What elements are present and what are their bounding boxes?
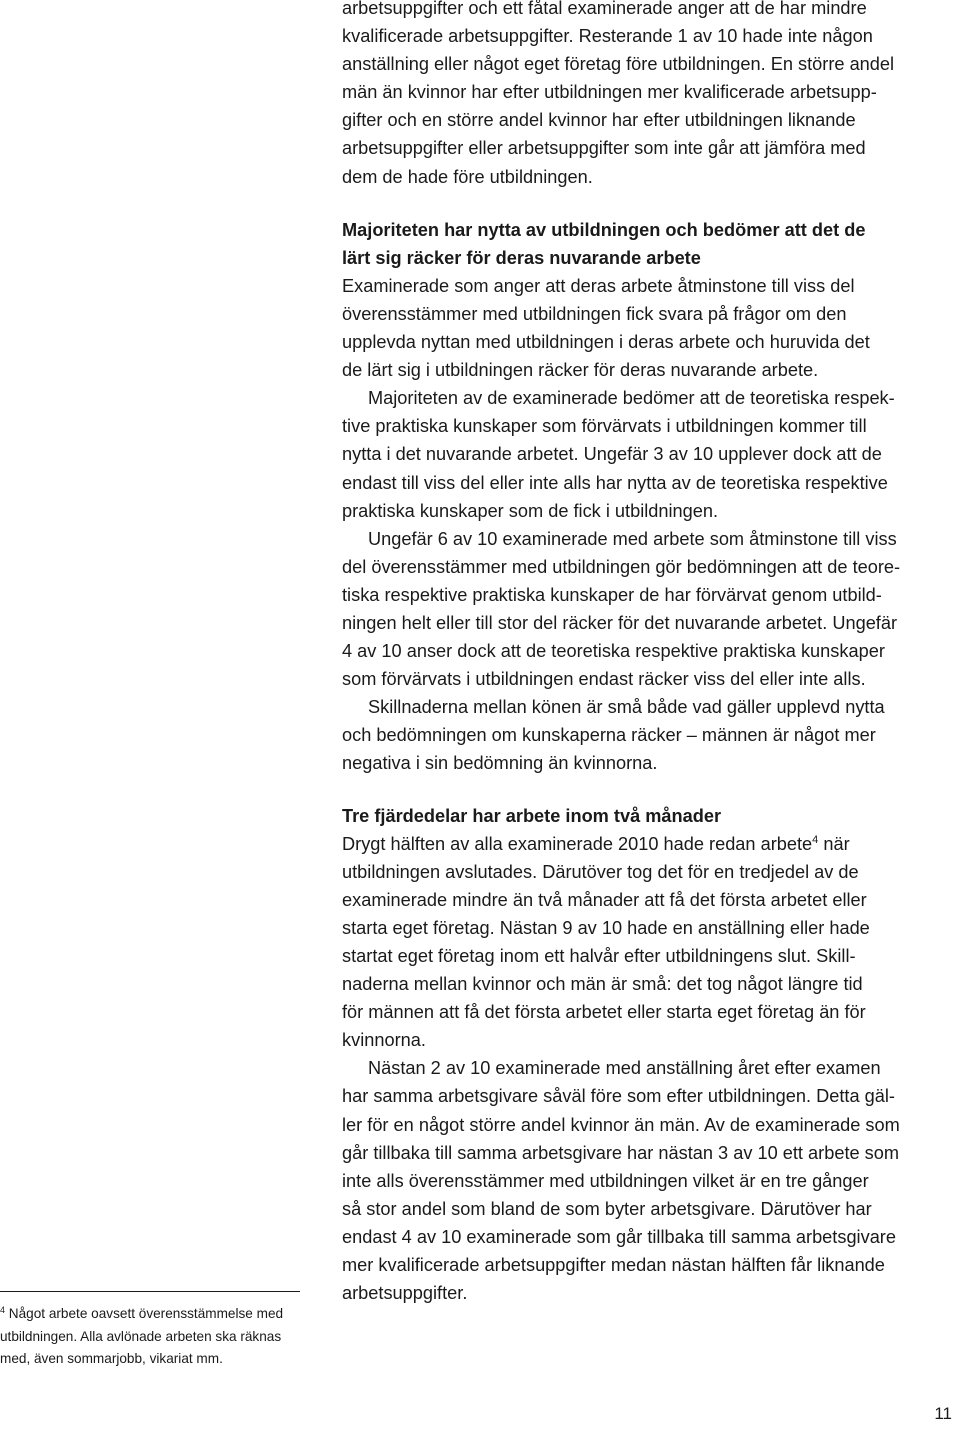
paragraph-employment-2 bbox=[342, 1054, 954, 1307]
text-line: startat eget företag inom ett halvår efter utbildningens slut. Skill- bbox=[342, 946, 856, 966]
text-line: arbetsuppgifter och ett fåtal examinerade anger att de har mindre bbox=[342, 0, 867, 18]
text-line: dem de hade före utbildningen. bbox=[342, 166, 593, 187]
text-line: upplevda nyttan med utbildningen i deras arbete och huruvida det bbox=[342, 332, 870, 353]
footnote-text bbox=[0, 1303, 300, 1371]
page-number: 11 bbox=[934, 1404, 952, 1423]
text-line: negativa i sin bedömning än kvinnorna. bbox=[342, 753, 658, 774]
footnote-line: utbildningen. Alla avlönade arbeten ska räknas bbox=[0, 1328, 282, 1344]
section-heading-employment: Tre fjärdedelar har arbete inom två månader bbox=[342, 805, 722, 826]
text-line: naderna mellan kvinnor och män är små: det tog något längre tid bbox=[342, 974, 863, 995]
text-line: Ungefär 6 av 10 examinerade med arbete som åtminstone till viss bbox=[368, 528, 897, 549]
paragraph-employment-1-first-line bbox=[342, 830, 954, 858]
text-span: när bbox=[818, 833, 850, 854]
text-line: anställning eller något eget företag före utbildningen. En större andel bbox=[342, 54, 895, 75]
footnote-area bbox=[0, 1291, 300, 1371]
text-line: för männen att få det första arbetet eller starta eget företag än för bbox=[342, 1002, 866, 1023]
paragraph-usefulness-3 bbox=[342, 525, 954, 694]
section-heading-usefulness bbox=[342, 216, 954, 272]
paragraph-usefulness-1 bbox=[342, 272, 954, 384]
text-line: som förvärvats i utbildningen endast räcker viss del eller inte alls. bbox=[342, 669, 866, 690]
text-line: 4 av 10 anser dock att de teoretiska respektive praktiska kunskaper bbox=[342, 641, 885, 662]
text-line: ningen helt eller till stor del räcker för det nuvarande arbetet. Ungefär bbox=[342, 612, 898, 633]
text-line: ler för en något större andel kvinnor än män. Av de examinerade som bbox=[342, 1114, 900, 1135]
text-line: de lärt sig i utbildningen räcker för deras nuvarande arbete. bbox=[342, 360, 819, 381]
text-line: examinerade mindre än två månader att få det första arbetet eller bbox=[342, 889, 867, 910]
text-line: kvalificerade arbetsuppgifter. Resterande 1 av 10 hade inte någon bbox=[342, 26, 873, 47]
section-usefulness bbox=[342, 216, 954, 778]
text-line: tive praktiska kunskaper som förvärvats i utbildningen kommer till bbox=[342, 416, 867, 437]
text-line: utbildningen avslutades. Därutöver tog det för en tredjedel av de bbox=[342, 861, 859, 882]
text-line: arbetsuppgifter. bbox=[342, 1283, 468, 1304]
intro-paragraph bbox=[342, 0, 954, 191]
text-line: starta eget företag. Nästan 9 av 10 hade en anställning eller hade bbox=[342, 917, 870, 938]
text-line: och bedömningen om kunskaperna räcker – männen är något mer bbox=[342, 725, 876, 746]
text-line: Majoriteten av de examinerade bedömer att de teoretiska respek- bbox=[368, 388, 895, 409]
text-line: praktiska kunskaper som de fick i utbildningen. bbox=[342, 500, 719, 521]
text-line: män än kvinnor har efter utbildningen mer kvalificerade arbetsupp- bbox=[342, 82, 877, 103]
paragraph-employment-1 bbox=[342, 830, 954, 1055]
text-line: har samma arbetsgivare såväl före som efter utbildningen. Detta gäl- bbox=[342, 1086, 895, 1107]
paragraph-usefulness-2 bbox=[342, 384, 954, 524]
text-line: tiska respektive praktiska kunskaper de har förvärvat genom utbild- bbox=[342, 584, 882, 605]
text-line: nytta i det nuvarande arbetet. Ungefär 3 av 10 upplever dock att de bbox=[342, 444, 882, 465]
text-line: Skillnaderna mellan könen är små både vad gäller upplevd nytta bbox=[368, 697, 885, 718]
text-line: överensstämmer med utbildningen fick svara på frågor om den bbox=[342, 303, 847, 324]
text-line: kvinnorna. bbox=[342, 1030, 426, 1051]
footnote-line: med, även sommarjobb, vikariat mm. bbox=[0, 1351, 223, 1366]
text-line: endast 4 av 10 examinerade som går tillbaka till samma arbetsgivare bbox=[342, 1226, 896, 1247]
text-line: Majoriteten har nytta av utbildningen och bedömer att det de bbox=[342, 219, 866, 240]
footnote-number: 4 bbox=[0, 1305, 6, 1315]
text-line: gifter och en större andel kvinnor har efter utbildningen liknande bbox=[342, 110, 856, 131]
text-line: Nästan 2 av 10 examinerade med anställning året efter examen bbox=[368, 1058, 881, 1079]
footnote-line bbox=[0, 1303, 300, 1326]
text-span: Drygt hälften av alla examinerade 2010 hade redan arbete bbox=[342, 833, 813, 854]
text-line: endast till viss del eller inte alls har nytta av de teoretiska respektive bbox=[342, 472, 888, 493]
paragraph-usefulness-4 bbox=[342, 693, 954, 777]
footnote-ref: 4 bbox=[812, 833, 819, 846]
text-line: lärt sig räcker för deras nuvarande arbete bbox=[342, 247, 701, 268]
text-span: Något arbete oavsett överensstämmelse med bbox=[5, 1306, 284, 1321]
section-employment bbox=[342, 802, 954, 1308]
text-line: så stor andel som bland de som byter arbetsgivare. Därutöver har bbox=[342, 1198, 872, 1219]
text-line: inte alls överensstämmer med utbildningen vilket är en tre gånger bbox=[342, 1170, 869, 1191]
main-text-column bbox=[342, 0, 954, 1307]
footnote-divider bbox=[0, 1291, 300, 1292]
text-line: går tillbaka till samma arbetsgivare har nästan 3 av 10 ett arbete som bbox=[342, 1142, 900, 1163]
text-line: arbetsuppgifter eller arbetsuppgifter som inte går att jämföra med bbox=[342, 138, 866, 159]
text-line: mer kvalificerade arbetsuppgifter medan nästan hälften får liknande bbox=[342, 1255, 885, 1276]
text-line: del överensstämmer med utbildningen gör bedömningen att de teore- bbox=[342, 556, 901, 577]
text-line: Examinerade som anger att deras arbete åtminstone till viss del bbox=[342, 275, 855, 296]
